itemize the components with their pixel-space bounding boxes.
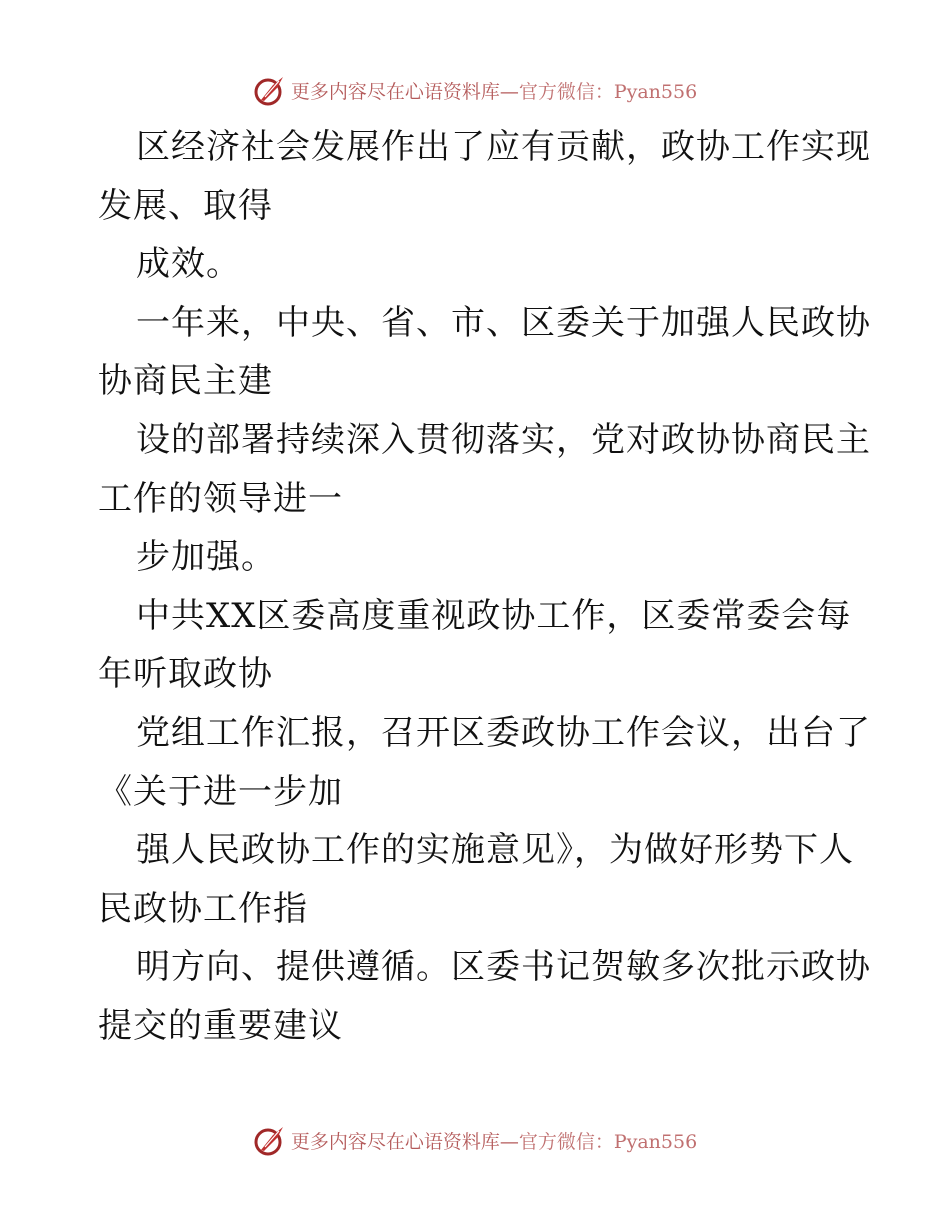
text-line: 发展、取得 [98, 185, 273, 226]
text-line: 提交的重要建议 [98, 1005, 343, 1046]
text-line: 工作的领导进一 [98, 478, 343, 519]
text-line: 民政协工作指 [98, 888, 308, 929]
text-line: 强人民政协工作的实施意见》，为做好形势下人 [136, 830, 854, 871]
text-line: 年听取政协 [98, 654, 273, 695]
banner-wechat: 官方微信：Pyan556 [518, 1130, 698, 1153]
document-body [98, 118, 871, 1056]
banner-separator: — [499, 1130, 519, 1153]
text-line: 明方向、提供遵循。区委书记贺敏多次批示政协 [136, 947, 871, 988]
text-line: 一年来，中央、省、市、区委关于加强人民政协 [136, 302, 871, 343]
banner-wechat: 官方微信：Pyan556 [518, 80, 698, 103]
header-banner [0, 70, 950, 110]
text-line: 党组工作汇报，召开区委政协工作会议，出台了 [136, 712, 871, 753]
banner-title: 更多内容尽在心语资料库 [290, 1130, 500, 1153]
quill-logo-icon [253, 1123, 287, 1157]
text-line: 《关于进一步加 [98, 771, 343, 812]
text-line: 区经济社会发展作出了应有贡献，政协工作实现 [136, 127, 871, 167]
text-line: 协商民主建 [98, 361, 273, 402]
text-line: 步加强。 [136, 537, 276, 578]
banner-title: 更多内容尽在心语资料库 [290, 80, 500, 103]
footer-banner [0, 1120, 950, 1160]
banner-separator: — [499, 80, 519, 103]
text-line: 中共XX区委高度重视政协工作，区委常委会每 [136, 595, 852, 636]
quill-logo-icon [253, 73, 287, 107]
text-line: 设的部署持续深入贯彻落实，党对政协协商民主 [136, 419, 871, 460]
text-line: 成效。 [136, 244, 241, 285]
